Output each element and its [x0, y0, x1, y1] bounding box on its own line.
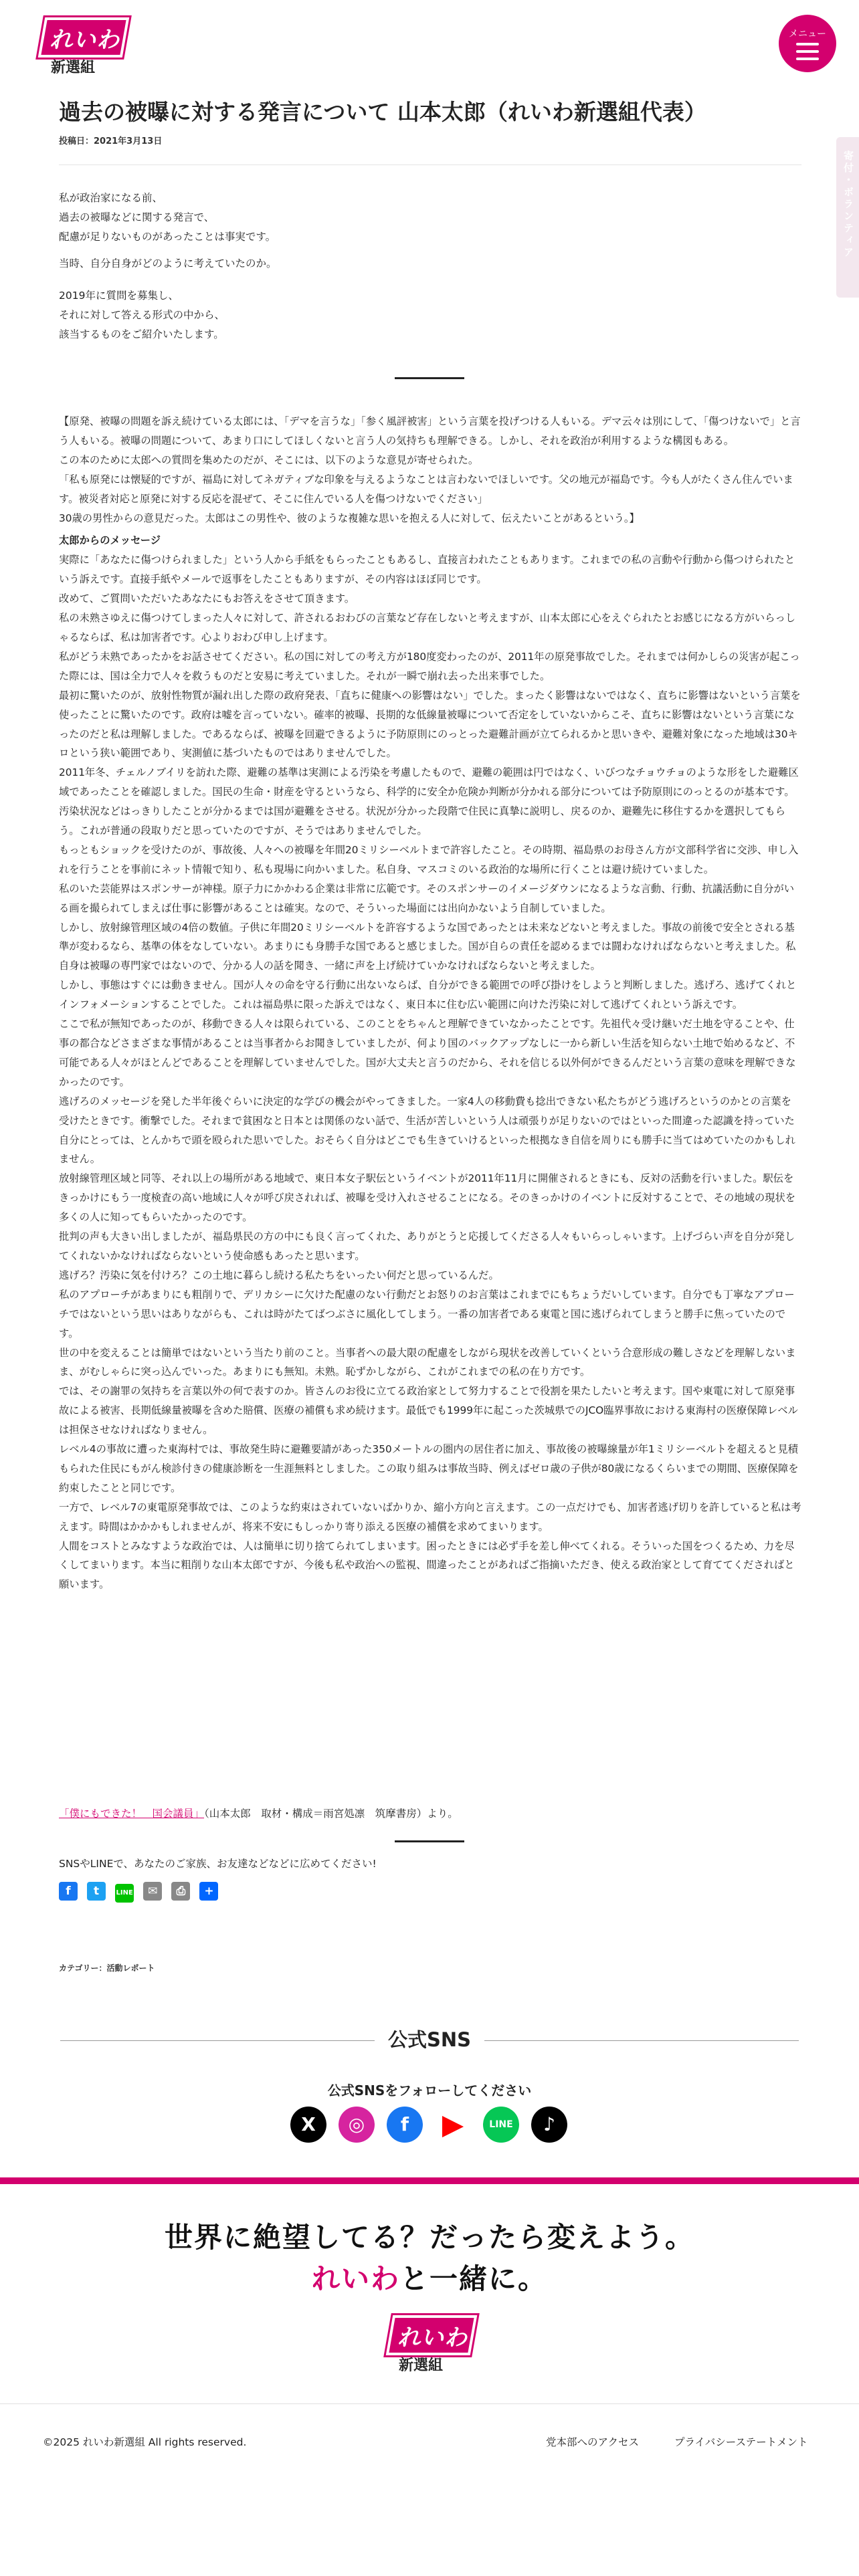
body-paragraph: 逃げろのメッセージを発した半年後ぐらいに決定的な学びの機会がやってきました。一家4人の移動費も捻出できない私たちがどう逃げろというのかとの言葉を受けたときです。衝撃でした。それまで貧困なと日本とは関係のない話で、生活が苦しいという人は頑張りが足りないのではといった間違った認識を持っていた自分にとっては、とんかちで頭を殴られた思いでした。おそらく自分はどこでも生きていけるといった根拠なき自信を周りにも勝手に当てはめていたのかもしれません。 [59, 1095, 795, 1166]
cta-line-2 [0, 2257, 859, 2297]
source-rest: （山本太郎 取材・構成＝雨宮処凛 筑摩書房）より。 [204, 1808, 458, 1820]
body-paragraph: もっともショックを受けたのが、事故後、人々への被曝を年間20ミリシーベルトまで許容したこと。その時期、福島県のお母さん方が文部科学省に交渉、申し入れを行うことを事前にネット情報で知り、私も現場に向かいました。私自身、マスコミのいる政治的な場所に行くことは避け続けていました。 [59, 843, 799, 875]
twitter-icon[interactable]: t [87, 1882, 106, 1901]
body-paragraph: 一方で、レベル7の東電原発事故では、このような約束はされていないばかりか、縮小方向と言えます。この一点だけでも、加害者逃げ切りを許していると私は考えます。時間はかかかもしれませんが、将来不安にもしっかり寄り添える医療の補償を求めてまいります。 [59, 1501, 801, 1533]
instagram-icon[interactable]: ◎ [339, 2107, 375, 2143]
menu-button[interactable] [779, 15, 836, 72]
tiktok-icon[interactable]: ♪ [531, 2107, 567, 2143]
site-header [0, 0, 859, 94]
cta-rest: と一緒に。 [400, 2262, 548, 2295]
body-paragraph: 私のアプローチがあまりにも粗削りで、デリカシーに欠けた配慮のない行動だとお怒りのお言葉はこれまでにもちょうだいしています。自分でも丁寧なアプローチではないという思いはありながらも、これは時がたてばつぶさに風化してしまう。一番の加害者である東電と国に逃げられてしまうと勝手に焦っていたのです。 [59, 1288, 795, 1339]
share-prompt: SNSやLINEで、あなたのご家族、お友達などなどに広めてください! [59, 1858, 377, 1870]
cta-line-1: 世界に絶望してる？だったら変えよう。 [164, 2221, 694, 2254]
menu-label: メニュー [789, 29, 826, 39]
footer-link-access[interactable]: 党本部へのアクセス [546, 2436, 640, 2448]
body-paragraph: 実際に「あなたに傷つけられました」という人から手紙をもらったこともあるし、直接言われたこともあります。これまでの私の言動や行動から傷つけられたという訴えです。直接手紙やメールで返事をしたこともありますが、その内容はほぼ同じです。 [59, 554, 795, 586]
side-tab-label: 寄付・ボランティア [842, 150, 854, 259]
line-icon[interactable]: LINE [115, 1884, 134, 1903]
message-heading: 太郎からのメッセージ [59, 534, 161, 547]
x-icon[interactable]: X [290, 2107, 326, 2143]
intro-line: 当時、自分自身がどのように考えていたのか。 [59, 257, 277, 270]
body-paragraph: 人間をコストとみなすような政治では、人は簡単に切り捨てられてしまいます。困ったときには必ず手を差し伸べてくれる。そういった国をつくるため、力を尽くしてまいります。本当に粗削りな山本太郎ですが、今後も私や政治への監視、間違ったことがあればご指摘いただき、使える政治家として育ててくださればと願います。 [59, 1539, 795, 1591]
body-paragraph: 私がどう未熟であったかをお話させてください。私の国に対しての考え方が180度変わったのが、2011年の原発事故でした。それまでは何かしらの災害が起こった際には、国は全力で人々を救うものだと安易に考えていました。それが一瞬で崩れ去った出来事でした。 [59, 650, 800, 682]
body-paragraph: では、その謝罪の気持ちを言葉以外の何で表すのか。皆さんのお役に立てる政治家として努力することで役割を果たしたいと考えます。国や東電に対して原発事故による被害、長期低線量被曝を含めた賠償、医療の補償も求め続けます。最低でも1999年に起こった茨城県でのJCO臨界事故における東海村の医療保障レベルは担保させなければなりません。 [59, 1385, 798, 1436]
body-paragraph: 30歳の男性からの意見だった。太郎はこの男性や、彼のような複雑な思いを抱える人に対して、伝えたいことがあるという。】 [59, 512, 640, 524]
facebook-icon[interactable]: f [59, 1882, 78, 1901]
body-paragraph: ここで私が無知であったのが、移動できる人々は限られている、このことをちゃんと理解できていなかったことです。先祖代々受け継いだ土地を守ることや、仕事の都合などさまざまな事情があることは当事者からお聞きしていましたが、何より国のバックアップなしに一から新しい生活を知らない土地で始めるなど、不可能である人々がほとんどであることを理解していませんでした。国が大丈夫と言うのだから、それを信じる以外何ができるんだという言葉の意味を理解できなかったのです。 [59, 1018, 796, 1088]
section-divider [395, 377, 464, 379]
youtube-icon[interactable]: ▶ [435, 2107, 471, 2143]
logo-sub: 新選組 [51, 59, 96, 76]
logo-sub: 新選組 [399, 2357, 444, 2374]
footer-divider [0, 2403, 859, 2404]
intro-block-2 [59, 254, 594, 274]
intro-block-1 [59, 189, 594, 247]
section-divider [395, 1840, 464, 1842]
intro-line: 該当するものをご紹介いたします。 [59, 328, 224, 340]
line-icon[interactable]: LINE [483, 2107, 519, 2143]
post-date: 投稿日：2021年3月13日 [59, 136, 163, 146]
book-link[interactable]: 「僕にもできた！ 国会議員」 [59, 1808, 205, 1820]
copyright: ©2025 れいわ新選組 All rights reserved. [43, 2436, 247, 2448]
footer-logo[interactable] [383, 2314, 476, 2374]
facebook-icon[interactable]: f [387, 2107, 423, 2143]
category[interactable]: カテゴリー：活動レポート [59, 1963, 155, 1973]
body-paragraph: 【原発、被曝の問題を訴え続けている太郎には、「デマを言うな」「参く風評被害」という言葉を投げつける人もいる。デマ云々は別にして、「傷つけないで」と言う人もいる。被曝の問題について、あまり口にしてほしくないと言う人の気持ちも理解できる。しかし、それを政治が利用するような構図もある。 [59, 415, 801, 447]
source-citation [59, 1806, 458, 1820]
intro-line: 配慮が足りないものがあったことは事実です。 [59, 231, 276, 243]
article-body [59, 412, 801, 1594]
body-paragraph: 最初に驚いたのが、放射性物質が漏れ出した際の政府発表、「直ちに健康への影響はない」でした。まったく影響はないではなく、直ちに影響はないという言葉を使ったことに驚いたのです。政府は嘘を言っていない。確率的被曝、長期的な低線量被曝について否定をしていないからこそ、直ちに影響はないという言葉になったのだと私は理解しました。であるならば、被曝を回避できるように予防原則にのっとった避難計画が立てられるかと思いきや、避難対象になった地域は30キロという狭い範囲であり、実測値に基づいたものではありませんでした。 [59, 689, 801, 760]
intro-line: 2019年に質問を募集し、 [59, 290, 179, 302]
body-paragraph: 放射線管理区域と同等、それ以上の場所がある地域で、東日本女子駅伝というイベントが2011年11月に開催されるときにも、反対の活動を行いました。駅伝をきっかけにもう一度検査の高い地域に人々が呼び戻されれば、被曝を受け入れさせることになる。そのきっかけのイベントに反対することで、その地域の現状を多くの人に知ってもらいたかったのです。 [59, 1172, 796, 1224]
body-paragraph: 世の中を変えることは簡単ではないという当たり前のこと。当事者への最大限の配慮をしながら現状を改善していくという合意形成の難しさなどを理解しないまま、がむしゃらに突っ込んでいった。あまりにも無知。未熟。恥ずかしながら、これがこれまでの私の在り方です。 [59, 1346, 796, 1378]
body-paragraph: しかし、放射線管理区域の4倍の数値。子供に年間20ミリシーベルトを許容するような国であったとは未来などないと考えました。事故の前後で安全とされる基準が変わるなら、基準の体をなしていない。あまりにも身勝手な国であると感じました。国が自らの責任を認めるまでは闘わなければならないと考えました。私自身は被曝の専門家ではないので、分かる人の話を聞き、一緒に声を上げ続けていかなければならないと考えました。 [59, 921, 796, 972]
body-paragraph: 改めて、ご質問いただいたあなたにもお答えをさせて頂きます。 [59, 593, 355, 605]
page-title: 過去の被曝に対する発言について 山本太郎（れいわ新選組代表） [59, 99, 706, 125]
share-icon[interactable]: + [199, 1882, 218, 1901]
footer-link-privacy[interactable]: プライバシーステートメント [674, 2436, 808, 2448]
cta-highlight: れいわ [311, 2262, 400, 2295]
logo-text: れいわ [50, 27, 120, 53]
share-buttons [59, 1882, 224, 1901]
body-paragraph: 私の未熟さゆえに傷つけてしまった人々に対して、許されるおわびの言葉など存在しないと考えますが、山本太郎に心をえぐられたとお感じになる方がいらっしゃるならば、私は加害者です。心よりおわび申し上げます。 [59, 612, 796, 643]
side-donation-tab[interactable] [836, 137, 859, 298]
body-paragraph: 私のいた芸能界はスポンサーが神様。原子力にかかわる企業は非常に広範です。そのスポンサーのイメージダウンになるような言動、行動、抗議活動に自分がいる画を撮られてしまえば仕事に影響があることは確実。なので、そういった場面には出向かないよう自制していました。 [59, 882, 795, 914]
body-paragraph: 批判の声も大きい出しましたが、福島県民の方の中にも良く言ってくれた、ありがとうと応援してくださる人々もいらっしゃいます。上げづらい声を自分が発してくれないかなければならないという使命感もあったと思います。 [59, 1230, 795, 1262]
accent-bar [0, 2177, 859, 2184]
body-paragraph: しかし、事態はすぐには動きません。国が人々の命を守る行動に出ないならば、自分ができる範囲での呼び掛けをしようと判断しました。逃げろ、逃げてくれとインフォメーションすることでした。これは福島県に限った訴えではなく、東日本に住む広い範囲に向けた汚染に対して逃げてくれという訴えです。 [59, 979, 797, 1011]
intro-line: 私が政治家になる前、 [59, 192, 163, 204]
body-paragraph: 逃げろ？汚染に気を付けろ？この土地に暮らし続ける私たちをいったい何だと思っているんだ。 [59, 1269, 499, 1281]
logo-text: れいわ [397, 2325, 468, 2351]
body-paragraph: レベル4の事故に遭った東海村では、事故発生時に避難要請があった350メートルの圏内の居住者に加え、事故後の被曝線量が年1ミリシーベルトを超えると見積もられた住民にもがん検診付きの健康診断を一生涯無料としました。この取り組みは事故当時、例えばゼロ歳の子供が80歳になるくらいまでの期間、医療保障を約束したことと同じです。 [59, 1443, 799, 1494]
body-paragraph: 「私も原発には懐疑的ですが、福島に対してネガティブな印象を与えるようなことは言わないでほしいです。父の地元が福島です。今も人がたくさん住んでいます。被災者対応と原発に対する反応を混ぜて、そこに住んでいる人を傷つけないでください」 [59, 473, 793, 505]
sns-icons [290, 2107, 571, 2144]
intro-line: それに対して答える形式の中から、 [59, 309, 225, 321]
print-icon[interactable]: ⎙ [171, 1882, 190, 1901]
email-icon[interactable]: ✉ [143, 1882, 162, 1901]
body-paragraph: この本のために太郎への質問を集めたのだが、そこには、以下のような意見が寄せられた。 [59, 453, 479, 466]
site-logo[interactable] [35, 16, 128, 74]
intro-line: 過去の被曝などに関する発言で、 [59, 211, 215, 223]
sns-follow-text: 公式SNSをフォローしてください [327, 2082, 532, 2099]
body-paragraph: 2011年冬、チェルノブイリを訪れた際、避難の基準は実測による汚染を考慮したもので、避難の範囲は円ではなく、いびつなチョウチョのような形をした避難区域であったことを確認しました。国民の生命・財産を守るというなら、科学的に安全か危険か判断が分かれる部分については予防原則にのっとるのが基本です。汚染状況などはっきりしたことが分かるまでは国が避難をさせる。状況が分かった段階で住民に真摯に説明し、戻るのか、避難先に移住するかを選択してもらう。これが普通の段取りだと思っていたのですが、そうではありませんでした。 [59, 766, 799, 837]
sns-title: 公式SNS [387, 2028, 472, 2051]
intro-block-3 [59, 286, 594, 344]
